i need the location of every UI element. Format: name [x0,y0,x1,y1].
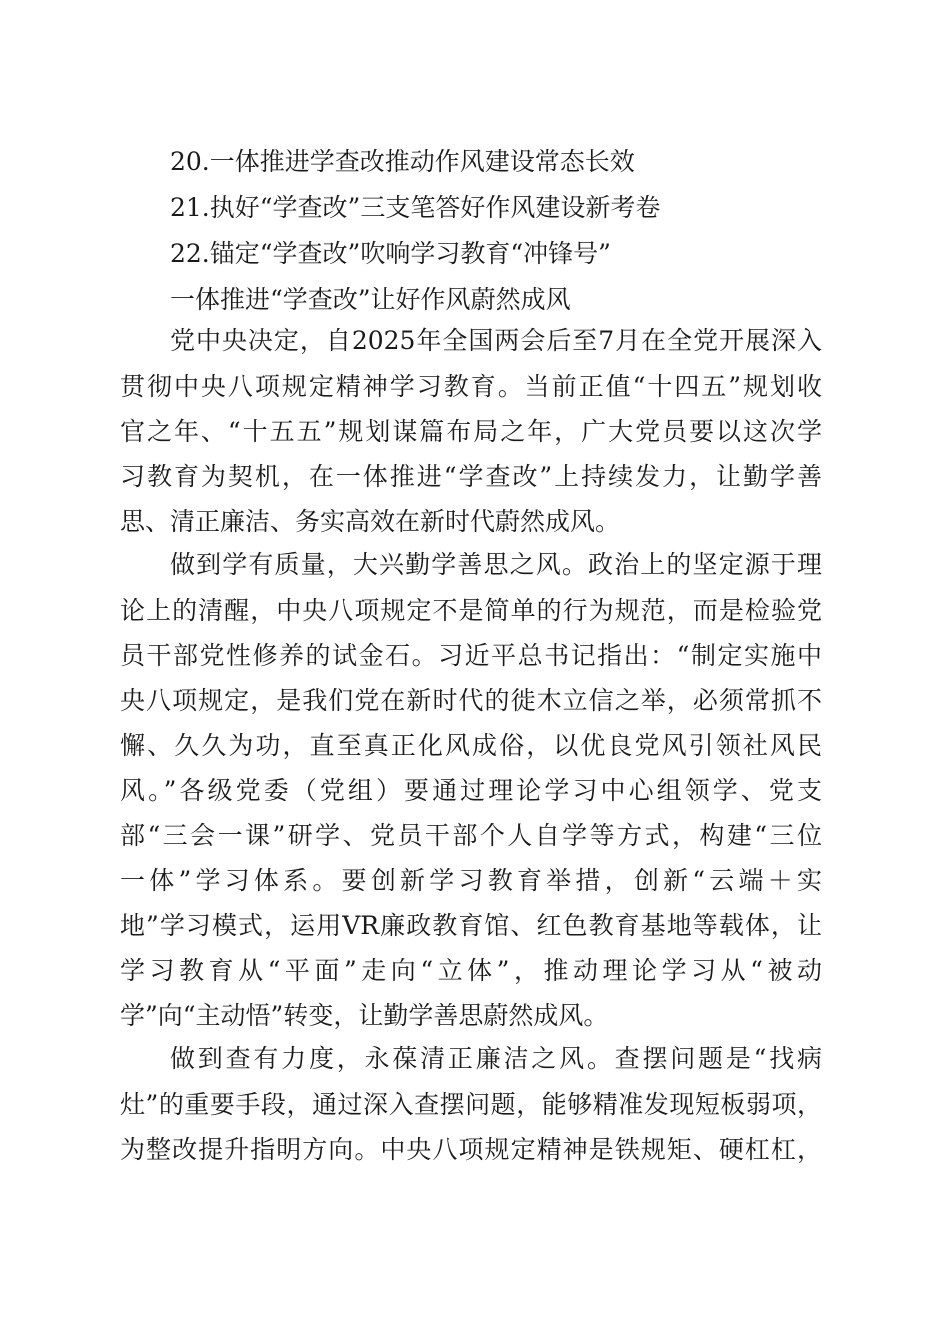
paragraph-2-line: 一体”学习体系。要创新学习教育举措，创新“云端＋实 [120,866,822,895]
paragraph-2-line: 学习教育从“平面”走向“立体”，推动理论学习从“被动 [120,956,822,985]
paragraph-2-line: 做到学有质量，大兴勤学善思之风。政治上的坚定源于理 [170,550,822,579]
paragraph-1-line: 官之年、“十五五”规划谋篇布局之年，广大党员要以这次学 [120,417,822,446]
paragraph-3-line: 灶”的重要手段，通过深入查摆问题，能够精准发现短板弱项， [120,1090,822,1119]
paragraph-2-line: 地”学习模式，运用VR廉政教育馆、红色教育基地等载体，让 [120,911,822,940]
heading-20: 20.一体推进学查改推动作风建设常态长效 [170,147,635,176]
heading-21: 21.执好“学查改”三支笔答好作风建设新考卷 [170,193,661,222]
paragraph-1-line: 党中央决定，自2025年全国两会后至7月在全党开展深入 [170,326,822,355]
paragraph-2-line: 风。”各级党委（党组）要通过理论学习中心组领学、党支 [120,776,822,805]
paragraph-3-line: 为整改提升指明方向。中央八项规定精神是铁规矩、硬杠杠， [120,1135,822,1164]
heading-22: 22.锚定“学查改”吹响学习教育“冲锋号” [170,239,611,268]
paragraph-1-line: 思、清正廉洁、务实高效在新时代蔚然成风。 [120,507,621,536]
paragraph-2-line: 论上的清醒，中央八项规定不是简单的行为规范，而是检验党 [120,596,822,625]
paragraph-1-line: 习教育为契机，在一体推进“学查改”上持续发力，让勤学善 [120,462,822,491]
paragraph-2-line: 部“三会一课”研学、党员干部个人自学等方式，构建“三位 [120,821,822,850]
paragraph-2-line: 央八项规定，是我们党在新时代的徙木立信之举，必须常抓不 [120,686,822,715]
paragraph-3-line: 做到查有力度，永葆清正廉洁之风。查摆问题是“找病 [170,1044,822,1073]
paragraph-2-line: 学”向“主动悟”转变，让勤学善思蔚然成风。 [120,1001,609,1030]
paragraph-2-line: 懈、久久为功，直至真正化风成俗，以优良党风引领社风民 [120,731,822,760]
article-title: 一体推进“学查改”让好作风蔚然成风 [170,285,571,314]
paragraph-1-line: 贯彻中央八项规定精神学习教育。当前正值“十四五”规划收 [120,372,822,401]
paragraph-2-line: 员干部党性修养的试金石。习近平总书记指出：“制定实施中 [120,641,822,670]
